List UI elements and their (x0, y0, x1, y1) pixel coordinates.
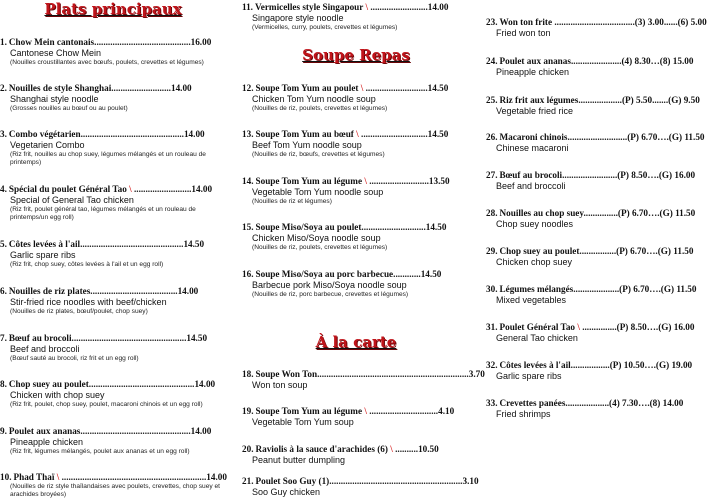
item-name: Légumes mélangés (499, 284, 574, 294)
menu-item-25 (486, 95, 716, 117)
menu-item-15 (242, 222, 470, 252)
item-dots: ................. (570, 360, 610, 370)
menu-item-24 (486, 56, 716, 78)
item-english: Fried won ton (496, 28, 551, 38)
item-price: 14.50 (427, 129, 449, 139)
item-dots: ................... (565, 398, 610, 408)
item-number: 11. (242, 2, 253, 12)
section-title-carte: À la carte (315, 333, 397, 351)
item-number: 18. (242, 369, 254, 379)
item-description: (Riz frit, nouilles au chop suey, légumes mélangés et un rouleau de printemps) (10, 151, 206, 167)
item-number: 30. (486, 284, 498, 294)
item-dots: ................ (579, 246, 617, 256)
item-name: Bœuf au brocoli (499, 170, 563, 180)
item-price: 14.00 (177, 286, 199, 296)
item-name: Nouilles de riz plates (8, 286, 91, 296)
item-name: Nouilles au chop suey (499, 208, 584, 218)
item-english: Special of General Tao chicken (10, 195, 134, 205)
item-price: 3.10 (462, 476, 479, 486)
item-english: Pineapple chicken (496, 67, 570, 77)
item-name: Bœuf au brocoli (8, 333, 72, 343)
item-price: 4.10 (438, 406, 455, 416)
item-price: (3) 3.00......(6) 5.00 (634, 17, 707, 27)
item-name: Spécial du poulet Général Tao (8, 184, 127, 194)
item-english: Vegetarien Combo (10, 140, 85, 150)
item-english: Chicken Tom Yum noodle soup (252, 94, 376, 104)
item-price: (P) 6.70….(G) 11.50 (617, 208, 696, 218)
item-number: 10. (0, 472, 12, 482)
item-dots: .......................... (567, 132, 628, 142)
item-name: Soupe Tom Yum au bœuf (255, 129, 354, 139)
item-name: Nouilles de style Shanghai (8, 83, 112, 93)
item-number: 12. (242, 83, 254, 93)
item-name: Soupe Won Ton (255, 369, 318, 379)
item-english: Soo Guy chicken (252, 487, 321, 497)
item-number: 33. (486, 398, 498, 408)
item-name: Chop suey au poulet (499, 246, 580, 256)
item-dots: ............... (579, 322, 617, 332)
item-english: Barbecue pork Miso/Soya noodle soup (252, 280, 407, 290)
item-number: 25. (486, 95, 498, 105)
item-dots: .......................................... (94, 37, 191, 47)
item-price: 13.50 (428, 176, 450, 186)
item-number: 14. (242, 176, 254, 186)
item-dots: ............... (583, 208, 618, 218)
item-english: Mixed vegetables (496, 295, 567, 305)
item-price: 14.50 (420, 269, 442, 279)
menu-item-5 (0, 239, 226, 269)
item-name: Phad Thaï (13, 472, 55, 482)
chili-pepper-icon: \ (129, 184, 132, 194)
item-name: Côtes levées à l'ail (499, 360, 571, 370)
item-dots: ............................................. (80, 239, 184, 249)
item-price: (P) 6.70….(G) 11.50 (619, 284, 697, 294)
item-number: 29. (486, 246, 498, 256)
menu-item-21 (242, 476, 479, 498)
item-description: (Bœuf sauté au brocoli, riz frit et un egg roll) (10, 355, 139, 362)
menu-item-18 (242, 369, 485, 391)
item-price: 14.50 (183, 239, 205, 249)
menu-item-30 (486, 284, 716, 306)
item-description: (Nouilles de riz, bœufs, crevettes et légumes) (252, 151, 385, 158)
chili-pepper-icon: \ (577, 322, 580, 332)
item-number: 2. (0, 83, 7, 93)
item-number: 19. (242, 406, 254, 416)
menu-item-1 (0, 37, 226, 67)
item-price: (P) 6.70….(G) 11.50 (627, 132, 705, 142)
item-name: Soupe Tom Yum au poulet (255, 83, 359, 93)
item-description: (Nouilles de riz style thaïlandaises avec poulets, crevettes, chop suey et arachides broyées) (10, 483, 221, 499)
item-price: 14.00 (206, 472, 227, 482)
item-english: Garlic spare ribs (496, 371, 562, 381)
item-dots: .............................. (366, 406, 439, 416)
item-name: Won ton frite (499, 17, 553, 27)
menu-item-6 (0, 286, 226, 316)
item-name: Riz frit aux légumes (499, 95, 579, 105)
item-dots: .............................................. (88, 379, 195, 389)
item-name: Macaroni chinois (499, 132, 568, 142)
item-english: Chop suey noodles (496, 219, 574, 229)
item-english: Beef and broccoli (496, 181, 566, 191)
menu-item-27 (486, 170, 716, 192)
item-dots: ............................................................... (59, 472, 207, 482)
item-english: Singapore style noodle (252, 13, 344, 23)
item-number: 1. (0, 37, 7, 47)
item-price: 14.50 (425, 222, 447, 232)
item-name: Soupe Miso/Soya au porc barbecue (255, 269, 394, 279)
item-english: Peanut butter dumpling (252, 455, 346, 465)
menu-item-32 (486, 360, 716, 382)
item-name: Poulet aux ananas (8, 426, 81, 436)
menu-item-8 (0, 379, 226, 409)
chili-pepper-icon: \ (364, 406, 367, 416)
menu-item-11 (242, 2, 470, 32)
item-dots: ............................ (361, 222, 426, 232)
item-number: 24. (486, 56, 498, 66)
menu-item-9 (0, 426, 226, 456)
item-name: Poulet Général Tao (499, 322, 576, 332)
item-dots: ........................ (562, 170, 618, 180)
item-english: Fried shrimps (496, 409, 551, 419)
item-description: (Riz frit, poulet, chop suey, poulet, macaroni chinois et un egg roll) (10, 401, 203, 408)
item-number: 27. (486, 170, 498, 180)
item-description: (Riz frit, chop suey, côtes levées à l'ail et un egg roll) (10, 261, 164, 268)
item-english: Beef and broccoli (10, 344, 80, 354)
menu-item-19 (242, 406, 470, 428)
item-price: 14.00 (190, 426, 212, 436)
item-dots: .................................................. (71, 333, 187, 343)
item-number: 5. (0, 239, 7, 249)
menu-item-31 (486, 322, 716, 344)
menu-item-29 (486, 246, 716, 268)
item-english: Pineapple chicken (10, 437, 84, 447)
item-english: Stir-fried rice noodles with beef/chicken (10, 297, 167, 307)
item-description: (Nouilles de riz, porc barbecue, crevettes et légumes) (252, 291, 409, 298)
item-number: 8. (0, 379, 7, 389)
item-english: Chicken Miso/Soya noodle soup (252, 233, 381, 243)
item-price: 14.50 (186, 333, 208, 343)
item-english: Garlic spare ribs (10, 250, 76, 260)
menu-item-4 (0, 184, 226, 223)
item-number: 4. (0, 184, 7, 194)
item-price: 3.70 (468, 369, 485, 379)
item-description: (Nouilles de riz, poulets, crevettes et légumes) (252, 105, 388, 112)
item-name: Soupe Tom Yum au légume (255, 406, 363, 416)
chili-pepper-icon: \ (390, 444, 393, 454)
item-description: (Riz frit, poulet général tao, légumes mélangés et un rouleau de printemps/un egg roll) (10, 206, 196, 222)
item-number: 31. (486, 322, 498, 332)
item-description: (Grosses nouilles au bœuf ou au poulet) (10, 105, 128, 112)
section-title-soupe: Soupe Repas (302, 46, 410, 64)
chili-pepper-icon: \ (365, 2, 369, 12)
menu-item-28 (486, 208, 716, 230)
item-dots: ...................... (570, 56, 622, 66)
item-english: Chicken chop suey (496, 257, 573, 267)
item-name: Raviolis à la sauce d'arachides (6) (255, 444, 388, 454)
item-name: Côtes levées à l'ail (8, 239, 81, 249)
chili-pepper-icon: \ (356, 129, 359, 139)
item-english: Vegetable Tom Yum soup (252, 417, 354, 427)
menu-item-3 (0, 129, 226, 168)
menu-item-20 (242, 444, 470, 466)
item-price: 14.00 (194, 379, 216, 389)
item-dots: .................................................................. (317, 369, 469, 379)
item-english: Won ton soup (252, 380, 308, 390)
menu-item-14 (242, 176, 470, 206)
item-number: 3. (0, 129, 7, 139)
item-name: Soupe Miso/Soya au poulet (255, 222, 362, 232)
item-dots: ........................... (363, 83, 428, 93)
item-dots: ................... (578, 95, 622, 105)
item-number: 9. (0, 426, 7, 436)
menu-item-33 (486, 398, 716, 420)
item-description: (Nouilles de riz, poulets, crevettes et légumes) (252, 244, 388, 251)
item-dots: .......................... (366, 176, 429, 186)
item-number: 15. (242, 222, 254, 232)
item-price: 10.50 (418, 444, 439, 454)
item-name: Vermicelles style Singapour (254, 2, 364, 12)
menu-item-2 (0, 83, 226, 113)
item-price: (P) 8.50….(G) 16.00 (616, 322, 695, 332)
item-dots: ............ (393, 269, 421, 279)
item-description: (Vermicelles, curry, poulets, crevettes et légumes) (252, 24, 398, 31)
item-dots: ................................... (552, 17, 635, 27)
item-name: Combo végétarien (8, 129, 81, 139)
menu-item-16 (242, 269, 470, 299)
item-dots: .......... (392, 444, 419, 454)
item-dots: .................... (573, 284, 620, 294)
item-name: Soupe Tom Yum au légume (255, 176, 363, 186)
item-number: 20. (242, 444, 254, 454)
menu-item-13 (242, 129, 470, 159)
chili-pepper-icon: \ (360, 83, 364, 93)
item-dots: .......................... (111, 83, 171, 93)
item-name: Poulet Soo Guy (1) (255, 476, 330, 486)
item-english: Vegetable fried rice (496, 106, 574, 116)
item-price: (4) 8.30…(8) 15.00 (621, 56, 694, 66)
menu-item-26 (486, 132, 716, 154)
item-dots: .......................................................... (329, 476, 463, 486)
item-price: 14.50 (427, 83, 449, 93)
item-description: (Nouilles croustillantes avec bœufs, poulets, crevettes et légumes) (10, 59, 204, 66)
item-price: (P) 6.70….(G) 11.50 (616, 246, 694, 256)
item-dots: ............................................. (80, 129, 184, 139)
item-number: 28. (486, 208, 498, 218)
menu-item-12 (242, 83, 470, 113)
menu-item-7 (0, 333, 226, 363)
item-english: Shanghai style noodle (10, 94, 99, 104)
item-price: 14.00 (183, 129, 205, 139)
item-english: Beef Tom Yum noodle soup (252, 140, 362, 150)
item-number: 23. (486, 17, 498, 27)
item-name: Crevettes panées (499, 398, 566, 408)
chili-pepper-icon: \ (56, 472, 60, 482)
item-dots: ................................................ (80, 426, 191, 436)
item-english: Cantonese Chow Mein (10, 48, 102, 58)
item-number: 32. (486, 360, 498, 370)
item-dots: ............................. (358, 129, 428, 139)
item-number: 13. (242, 129, 254, 139)
item-description: (Riz frit, légumes mélangés, poulet aux ananas et un egg roll) (10, 448, 190, 455)
item-english: Vegetable Tom Yum noodle soup (252, 187, 384, 197)
item-name: Poulet aux ananas (499, 56, 571, 66)
menu-item-23 (486, 17, 716, 39)
menu-item-10 (0, 472, 226, 500)
item-number: 26. (486, 132, 498, 142)
item-number: 7. (0, 333, 7, 343)
item-price: (4) 7.30….(8) 14.00 (609, 398, 684, 408)
item-dots: ......................... (368, 2, 428, 12)
item-dots: ......................... (131, 184, 192, 194)
item-number: 16. (242, 269, 254, 279)
item-price: (P) 8.50….(G) 16.00 (617, 170, 696, 180)
item-number: 21. (242, 476, 254, 486)
item-price: 14.00 (170, 83, 192, 93)
item-english: Chicken with chop suey (10, 390, 105, 400)
item-price: (P) 5.50.......(G) 9.50 (621, 95, 700, 105)
item-price: (P) 10.50….(G) 19.00 (609, 360, 693, 370)
item-description: (Nouilles de riz plates, bœuf/poulet, chop suey) (10, 308, 148, 315)
item-english: Chinese macaroni (496, 143, 569, 153)
item-dots: ...................................... (90, 286, 178, 296)
item-description: (Nouilles de riz et légumes) (252, 198, 332, 205)
item-name: Chop suey au poulet (8, 379, 89, 389)
item-price: 16.00 (190, 37, 212, 47)
item-english: General Tao chicken (496, 333, 578, 343)
chili-pepper-icon: \ (364, 176, 367, 186)
item-number: 6. (0, 286, 7, 296)
item-price: 14.00 (427, 2, 449, 12)
section-title-plats: Plats principaux (44, 0, 182, 18)
item-price: 14.00 (191, 184, 213, 194)
item-name: Chow Mein cantonais (8, 37, 95, 47)
